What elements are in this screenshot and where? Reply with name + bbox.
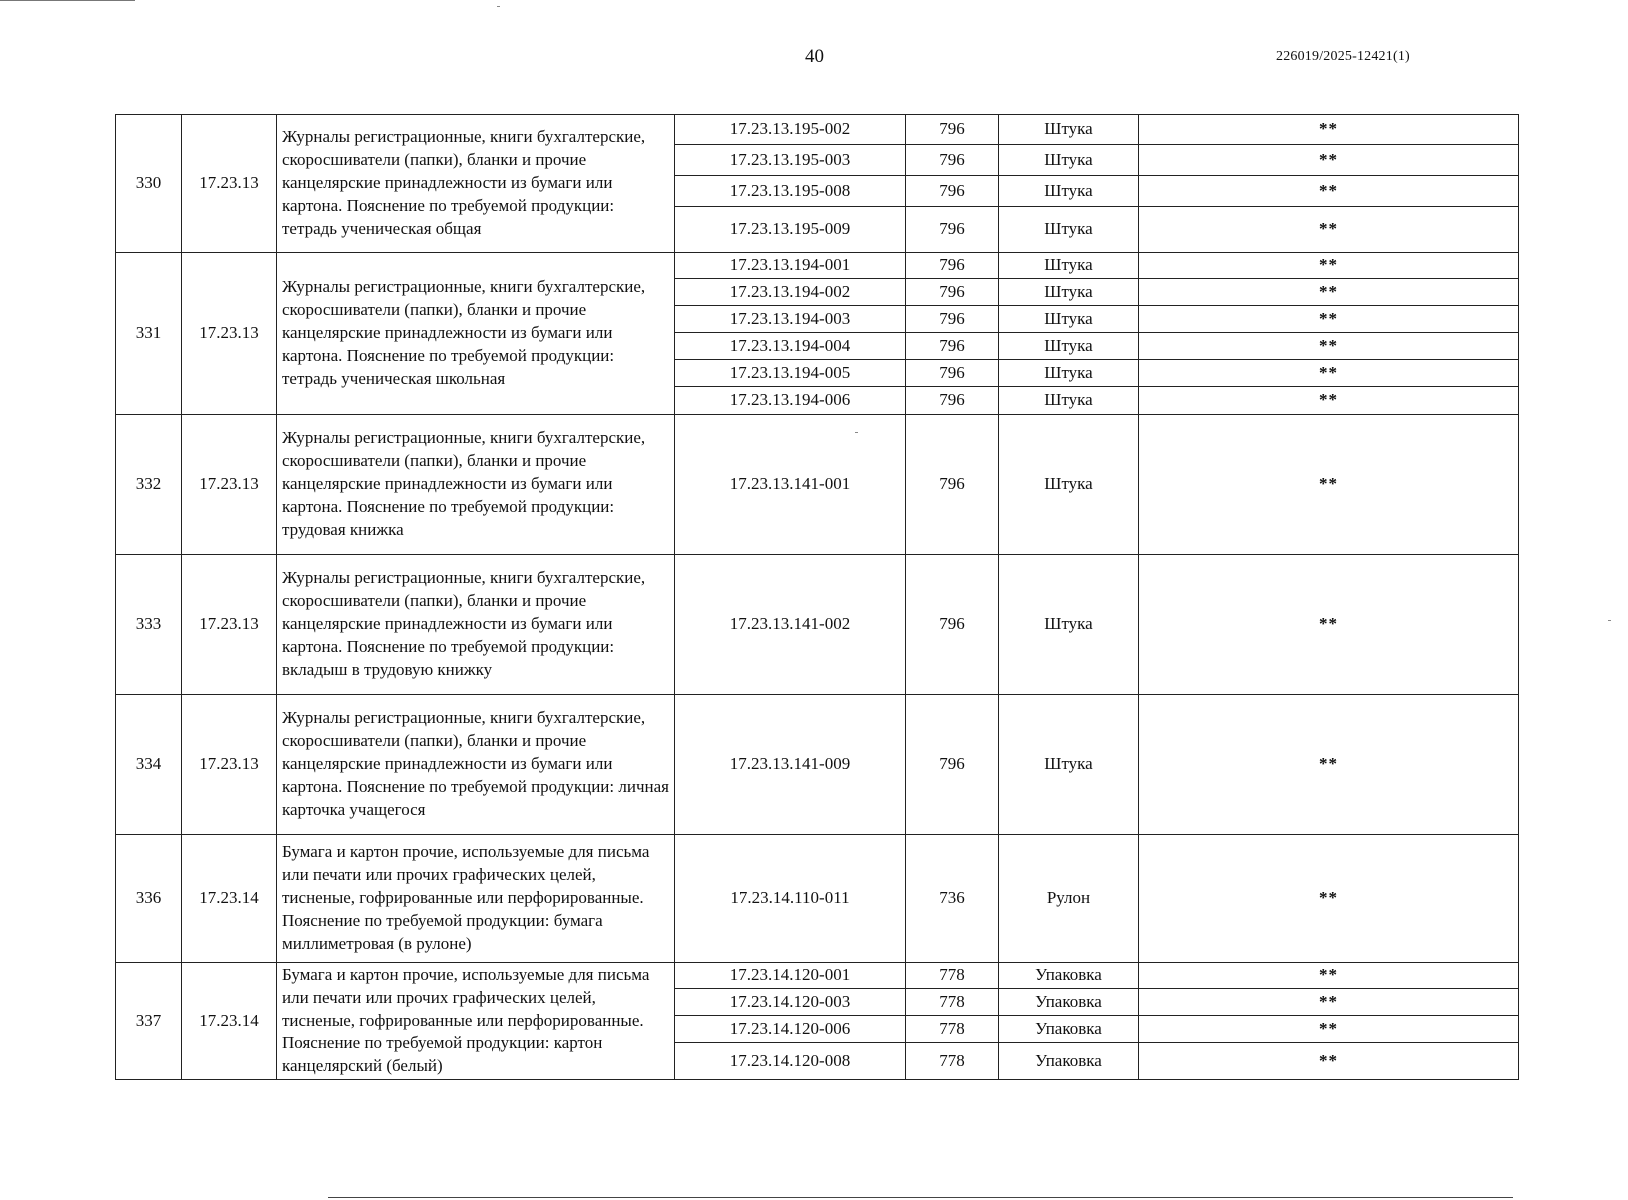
description-cell: Журналы регистрационные, книги бухгалтерские, скоросшиватели (папки), бланки и прочие канцелярские принадлежности из бумаги или картона. Пояснение по требуемой продукции: вкладыш в трудовую книжку — [277, 555, 675, 695]
okpd2-code-cell: 17.23.13 — [182, 253, 277, 415]
okei-code-cell: 796 — [906, 415, 999, 555]
requirements-cell: ** — [1139, 989, 1519, 1016]
table-row — [116, 253, 1519, 279]
document-id: 226019/2025-12421(1) — [1276, 49, 1410, 64]
ktru-code-cell: 17.23.13.141-001 — [675, 415, 906, 555]
unit-name-cell: Штука — [999, 306, 1139, 333]
ktru-code-cell: 17.23.14.110-011 — [675, 835, 906, 963]
unit-name-cell: Штука — [999, 695, 1139, 835]
ktru-code-cell: 17.23.13.141-002 — [675, 555, 906, 695]
unit-name-cell: Штука — [999, 253, 1139, 279]
requirements-cell: ** — [1139, 145, 1519, 176]
item-number-cell: 334 — [116, 695, 182, 835]
scan-speck — [497, 6, 500, 7]
unit-name-cell: Рулон — [999, 835, 1139, 963]
okei-code-cell: 796 — [906, 279, 999, 306]
ktru-code-cell: 17.23.14.120-003 — [675, 989, 906, 1016]
table-row — [116, 963, 1519, 989]
requirements-cell: ** — [1139, 176, 1519, 207]
okei-code-cell: 778 — [906, 989, 999, 1016]
okpd2-code-cell: 17.23.13 — [182, 695, 277, 835]
ktru-code-cell: 17.23.13.194-001 — [675, 253, 906, 279]
ktru-code-cell: 17.23.14.120-001 — [675, 963, 906, 989]
okei-code-cell: 796 — [906, 333, 999, 360]
unit-name-cell: Штука — [999, 360, 1139, 387]
item-number-cell: 331 — [116, 253, 182, 415]
page-bottom-line — [328, 1197, 1513, 1198]
unit-name-cell: Упаковка — [999, 1043, 1139, 1080]
okei-code-cell: 796 — [906, 115, 999, 145]
okpd2-code-cell: 17.23.13 — [182, 115, 277, 253]
okpd2-code-cell: 17.23.14 — [182, 963, 277, 1080]
requirements-cell: ** — [1139, 115, 1519, 145]
table-row — [116, 555, 1519, 695]
requirements-cell: ** — [1139, 253, 1519, 279]
unit-name-cell: Штука — [999, 115, 1139, 145]
unit-name-cell: Штука — [999, 387, 1139, 415]
ktru-code-cell: 17.23.13.195-009 — [675, 207, 906, 253]
unit-name-cell: Упаковка — [999, 963, 1139, 989]
item-number-cell: 337 — [116, 963, 182, 1080]
okei-code-cell: 778 — [906, 1016, 999, 1043]
ktru-code-cell: 17.23.13.194-002 — [675, 279, 906, 306]
products-table-body — [116, 115, 1519, 1080]
unit-name-cell: Штука — [999, 333, 1139, 360]
requirements-cell: ** — [1139, 306, 1519, 333]
unit-name-cell: Штука — [999, 176, 1139, 207]
okpd2-code-cell: 17.23.13 — [182, 555, 277, 695]
description-cell: Журналы регистрационные, книги бухгалтерские, скоросшиватели (папки), бланки и прочие канцелярские принадлежности из бумаги или картона. Пояснение по требуемой продукции: трудовая книжка — [277, 415, 675, 555]
okei-code-cell: 796 — [906, 145, 999, 176]
okei-code-cell: 778 — [906, 1043, 999, 1080]
item-number-cell: 333 — [116, 555, 182, 695]
description-cell: Бумага и картон прочие, используемые для письма или печати или прочих графических целей, тисненые, гофрированные или перфорированные. Пояснение по требуемой продукции: картон канцелярский (белый) — [277, 963, 675, 1080]
unit-name-cell: Штука — [999, 555, 1139, 695]
requirements-cell: ** — [1139, 415, 1519, 555]
ktru-code-cell: 17.23.14.120-006 — [675, 1016, 906, 1043]
table-row — [116, 415, 1519, 555]
unit-name-cell: Штука — [999, 279, 1139, 306]
okei-code-cell: 796 — [906, 207, 999, 253]
table-row — [116, 835, 1519, 963]
okpd2-code-cell: 17.23.14 — [182, 835, 277, 963]
ktru-code-cell: 17.23.13.195-008 — [675, 176, 906, 207]
description-cell: Журналы регистрационные, книги бухгалтерские, скоросшиватели (папки), бланки и прочие канцелярские принадлежности из бумаги или картона. Пояснение по требуемой продукции: тетрадь ученическая школьная — [277, 253, 675, 415]
unit-name-cell: Упаковка — [999, 989, 1139, 1016]
table-row — [116, 115, 1519, 145]
requirements-cell: ** — [1139, 387, 1519, 415]
requirements-cell: ** — [1139, 835, 1519, 963]
okei-code-cell: 796 — [906, 387, 999, 415]
okpd2-code-cell: 17.23.13 — [182, 415, 277, 555]
page-number: 40 — [805, 46, 824, 67]
scan-edge-line — [0, 0, 135, 1]
requirements-cell: ** — [1139, 1016, 1519, 1043]
description-cell: Журналы регистрационные, книги бухгалтерские, скоросшиватели (папки), бланки и прочие канцелярские принадлежности из бумаги или картона. Пояснение по требуемой продукции: тетрадь ученическая общая — [277, 115, 675, 253]
okei-code-cell: 796 — [906, 306, 999, 333]
products-table — [115, 114, 1519, 1080]
item-number-cell: 336 — [116, 835, 182, 963]
ktru-code-cell: 17.23.13.194-003 — [675, 306, 906, 333]
ktru-code-cell: 17.23.14.120-008 — [675, 1043, 906, 1080]
ktru-code-cell: 17.23.13.141-009 — [675, 695, 906, 835]
ktru-code-cell: 17.23.13.195-002 — [675, 115, 906, 145]
okei-code-cell: 736 — [906, 835, 999, 963]
unit-name-cell: Штука — [999, 415, 1139, 555]
okei-code-cell: 796 — [906, 695, 999, 835]
ktru-code-cell: 17.23.13.194-004 — [675, 333, 906, 360]
unit-name-cell: Упаковка — [999, 1016, 1139, 1043]
unit-name-cell: Штука — [999, 207, 1139, 253]
requirements-cell: ** — [1139, 207, 1519, 253]
ktru-code-cell: 17.23.13.195-003 — [675, 145, 906, 176]
requirements-cell: ** — [1139, 279, 1519, 306]
item-number-cell: 330 — [116, 115, 182, 253]
okei-code-cell: 796 — [906, 360, 999, 387]
ktru-code-cell: 17.23.13.194-006 — [675, 387, 906, 415]
requirements-cell: ** — [1139, 333, 1519, 360]
ktru-code-cell: 17.23.13.194-005 — [675, 360, 906, 387]
requirements-cell: ** — [1139, 695, 1519, 835]
description-cell: Бумага и картон прочие, используемые для письма или печати или прочих графических целей, тисненые, гофрированные или перфорированные. Пояснение по требуемой продукции: бумага миллиметровая (в рулоне) — [277, 835, 675, 963]
requirements-cell: ** — [1139, 360, 1519, 387]
okei-code-cell: 778 — [906, 963, 999, 989]
okei-code-cell: 796 — [906, 176, 999, 207]
okei-code-cell: 796 — [906, 253, 999, 279]
scan-speck — [1608, 620, 1611, 621]
requirements-cell: ** — [1139, 1043, 1519, 1080]
item-number-cell: 332 — [116, 415, 182, 555]
requirements-cell: ** — [1139, 963, 1519, 989]
okei-code-cell: 796 — [906, 555, 999, 695]
table-row — [116, 695, 1519, 835]
description-cell: Журналы регистрационные, книги бухгалтерские, скоросшиватели (папки), бланки и прочие канцелярские принадлежности из бумаги или картона. Пояснение по требуемой продукции: личная карточка учащегося — [277, 695, 675, 835]
requirements-cell: ** — [1139, 555, 1519, 695]
unit-name-cell: Штука — [999, 145, 1139, 176]
